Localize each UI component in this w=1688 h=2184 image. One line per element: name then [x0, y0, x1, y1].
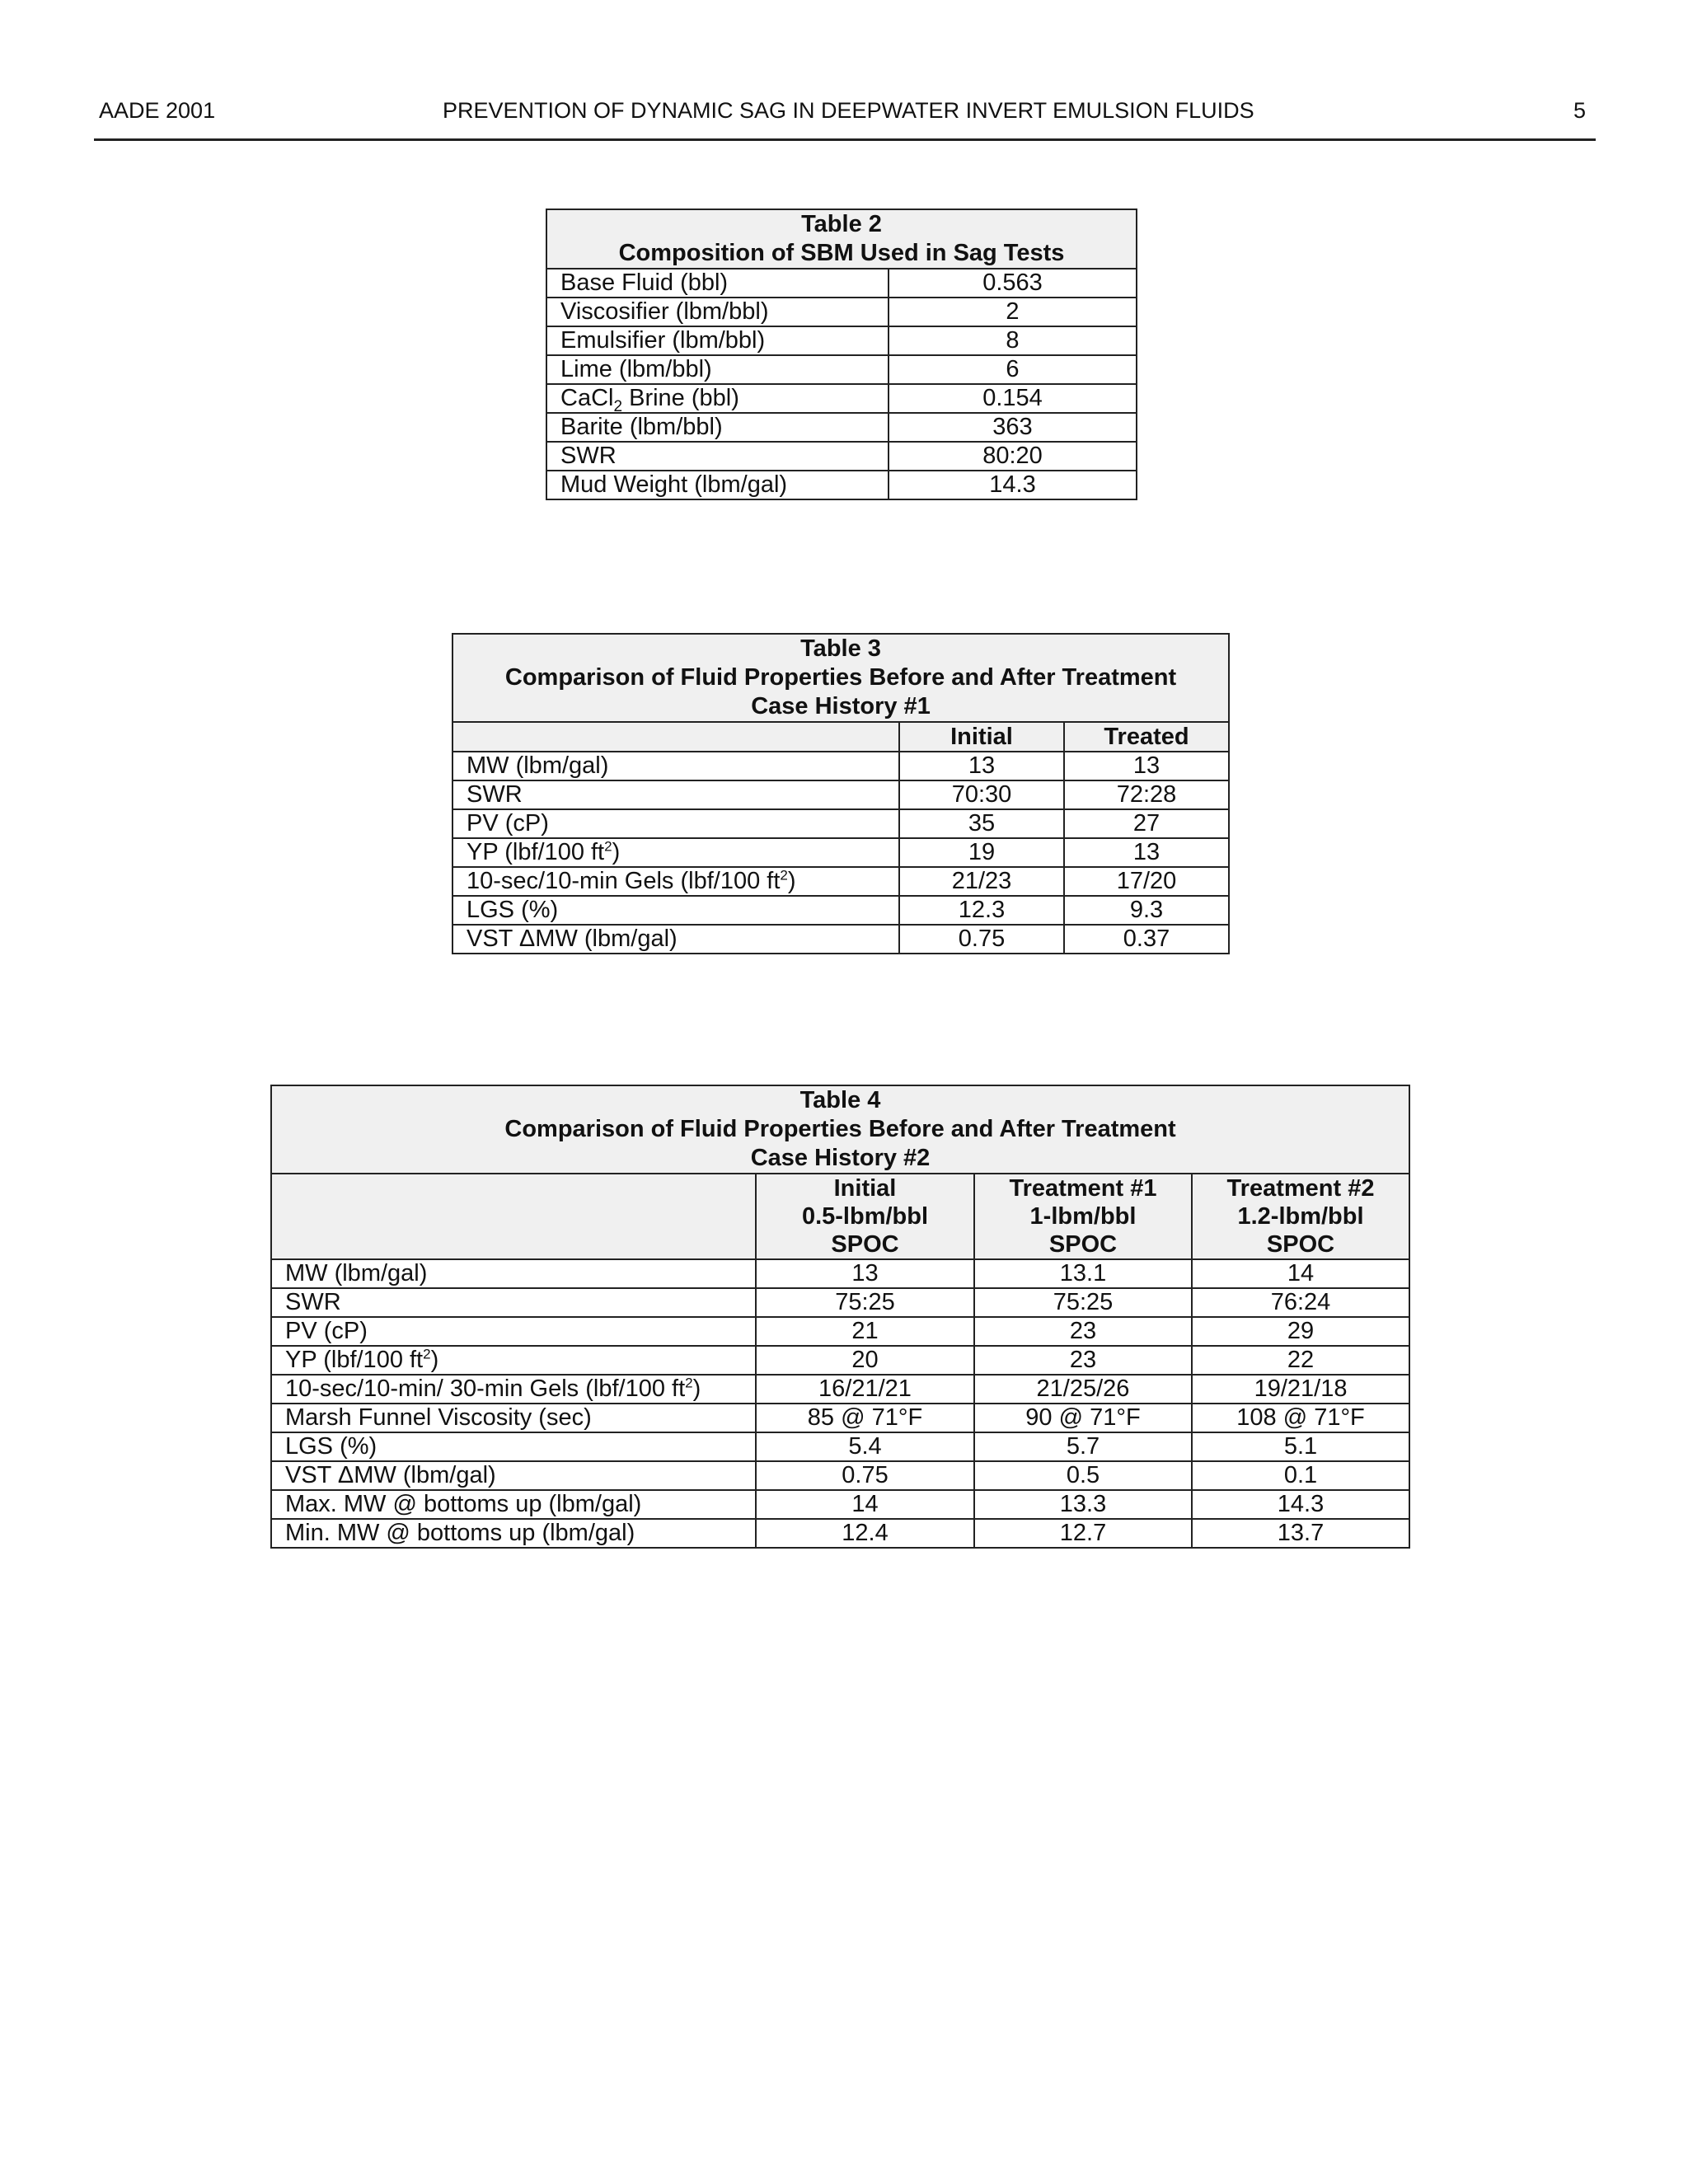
running-title: PREVENTION OF DYNAMIC SAG IN DEEPWATER INVERT EMULSION FLUIDS: [443, 98, 1254, 123]
cell-value: 75:25: [756, 1288, 974, 1317]
cell-value: 13: [899, 752, 1064, 780]
row-value: 0.563: [889, 269, 1137, 298]
table-caption: [271, 1085, 1409, 1174]
cell-value: 27: [1064, 809, 1229, 838]
empty-header-cell: [452, 722, 899, 752]
header-line: Treatment #2: [1226, 1175, 1375, 1202]
row-label: Min. MW @ bottoms up (lbm/gal): [271, 1519, 756, 1548]
row-label: PV (cP): [452, 809, 899, 838]
cell-value: 13: [756, 1259, 974, 1288]
table-row: [271, 1346, 1409, 1375]
header-line: Initial: [833, 1175, 897, 1202]
cell-value: 0.1: [1192, 1461, 1409, 1490]
cell-value: 20: [756, 1346, 974, 1375]
page-header: [94, 94, 1596, 127]
row-label: VST ΔMW (lbm/gal): [452, 925, 899, 954]
table-subtitle: Case History #1: [751, 693, 931, 719]
cell-value: 0.75: [756, 1461, 974, 1490]
table-row: [271, 1404, 1409, 1432]
row-value: 8: [889, 326, 1137, 355]
table-row: [546, 326, 1137, 355]
label-text: 10-sec/10-min/ 30-min Gels (lbf/100 ft: [285, 1376, 686, 1402]
table-row: [452, 925, 1229, 954]
table-row: [271, 1288, 1409, 1317]
table-row: [271, 1519, 1409, 1548]
header-line: SPOC: [831, 1231, 899, 1258]
cell-value: 90 @ 71°F: [974, 1404, 1192, 1432]
row-label: Base Fluid (bbl): [546, 269, 889, 298]
table-row: [271, 1432, 1409, 1461]
header-line: SPOC: [1266, 1231, 1335, 1258]
row-label: SWR: [546, 442, 889, 471]
table-3: [452, 633, 1230, 954]
cell-value: 0.75: [899, 925, 1064, 954]
table-row: [271, 1259, 1409, 1288]
column-header: Initial: [899, 722, 1064, 752]
cell-value: 75:25: [974, 1288, 1192, 1317]
row-value: 363: [889, 413, 1137, 442]
column-header-row: [271, 1174, 1409, 1259]
row-label: Max. MW @ bottoms up (lbm/gal): [271, 1490, 756, 1519]
cell-value: 29: [1192, 1317, 1409, 1346]
cell-value: 13.3: [974, 1490, 1192, 1519]
cell-value: 76:24: [1192, 1288, 1409, 1317]
superscript: 2: [423, 1346, 431, 1362]
row-label: Lime (lbm/bbl): [546, 355, 889, 384]
header-line: 0.5-lbm/bbl: [801, 1203, 929, 1230]
row-label: [452, 867, 899, 896]
table-row: [452, 752, 1229, 780]
label-text: ): [692, 1376, 701, 1402]
row-label: VST ΔMW (lbm/gal): [271, 1461, 756, 1490]
superscript: 2: [685, 1375, 693, 1391]
header-line: SPOC: [1048, 1231, 1118, 1258]
cell-value: 35: [899, 809, 1064, 838]
table-subtitle: Case History #2: [750, 1145, 931, 1171]
cell-value: 19/21/18: [1192, 1375, 1409, 1404]
cell-value: 0.5: [974, 1461, 1192, 1490]
cell-value: 16/21/21: [756, 1375, 974, 1404]
table-title: Comparison of Fluid Properties Before and After Treatment: [504, 664, 1177, 691]
header-line: 1-lbm/bbl: [1029, 1203, 1137, 1230]
row-label: Barite (lbm/bbl): [546, 413, 889, 442]
cell-value: 5.4: [756, 1432, 974, 1461]
subscript: 2: [613, 397, 623, 415]
row-label: [271, 1346, 756, 1375]
row-label: [546, 384, 889, 413]
cell-value: 23: [974, 1317, 1192, 1346]
cell-value: 70:30: [899, 780, 1064, 809]
label-text: ): [787, 868, 796, 894]
label-text: YP (lbf/100 ft: [285, 1347, 424, 1373]
cell-value: 0.37: [1064, 925, 1229, 954]
cell-value: 23: [974, 1346, 1192, 1375]
cell-value: 17/20: [1064, 867, 1229, 896]
table-caption: [452, 634, 1229, 722]
row-label: [452, 838, 899, 867]
table-row: [452, 838, 1229, 867]
header-rule: [94, 138, 1596, 141]
cell-value: 21/23: [899, 867, 1064, 896]
row-value: 14.3: [889, 471, 1137, 499]
row-label: MW (lbm/gal): [271, 1259, 756, 1288]
cell-value: 5.1: [1192, 1432, 1409, 1461]
empty-header-cell: [271, 1174, 756, 1259]
column-header: [756, 1174, 974, 1259]
table-row: [271, 1490, 1409, 1519]
cell-value: 12.7: [974, 1519, 1192, 1548]
cell-value: 12.4: [756, 1519, 974, 1548]
header-line: Treatment #1: [1009, 1175, 1157, 1202]
cell-value: 14.3: [1192, 1490, 1409, 1519]
table-row: [546, 442, 1137, 471]
label-text: ): [612, 839, 621, 865]
cell-value: 21: [756, 1317, 974, 1346]
cell-value: 14: [1192, 1259, 1409, 1288]
cell-value: 108 @ 71°F: [1192, 1404, 1409, 1432]
row-label: LGS (%): [452, 896, 899, 925]
table-row: [546, 413, 1137, 442]
table-row: [546, 269, 1137, 298]
superscript: 2: [780, 867, 788, 883]
cell-value: 13.1: [974, 1259, 1192, 1288]
table-title: Composition of SBM Used in Sag Tests: [618, 240, 1065, 266]
table-caption-row: [546, 209, 1137, 269]
label-text: ): [430, 1347, 439, 1373]
row-label: Emulsifier (lbm/bbl): [546, 326, 889, 355]
table-row: [271, 1317, 1409, 1346]
row-value: 2: [889, 298, 1137, 326]
table-4: [270, 1085, 1410, 1549]
row-value: 6: [889, 355, 1137, 384]
conference-label: AADE 2001: [99, 98, 216, 123]
table-row: [546, 471, 1137, 499]
table-row: [271, 1375, 1409, 1404]
superscript: 2: [604, 838, 612, 855]
table-row: [546, 298, 1137, 326]
table-row: [546, 355, 1137, 384]
table-row: [452, 867, 1229, 896]
table-number: Table 3: [800, 635, 881, 662]
column-header: [974, 1174, 1192, 1259]
cell-value: 13: [1064, 838, 1229, 867]
column-header: Treated: [1064, 722, 1229, 752]
table-2: [546, 209, 1137, 500]
cell-value: 21/25/26: [974, 1375, 1192, 1404]
table-number: Table 4: [799, 1087, 881, 1113]
cell-value: 13.7: [1192, 1519, 1409, 1548]
table-row: [546, 384, 1137, 413]
row-label: Viscosifier (lbm/bbl): [546, 298, 889, 326]
row-label: LGS (%): [271, 1432, 756, 1461]
label-text: YP (lbf/100 ft: [467, 839, 605, 865]
column-header-row: [452, 722, 1229, 752]
table-caption-row: [452, 634, 1229, 722]
cell-value: 22: [1192, 1346, 1409, 1375]
table-row: [271, 1461, 1409, 1490]
cell-value: 85 @ 71°F: [756, 1404, 974, 1432]
header-line: 1.2-lbm/bbl: [1237, 1203, 1364, 1230]
cell-value: 12.3: [899, 896, 1064, 925]
row-label: Mud Weight (lbm/gal): [546, 471, 889, 499]
row-label: PV (cP): [271, 1317, 756, 1346]
table-row: [452, 780, 1229, 809]
table-row: [452, 896, 1229, 925]
row-value: 0.154: [889, 384, 1137, 413]
row-value: 80:20: [889, 442, 1137, 471]
cell-value: 9.3: [1064, 896, 1229, 925]
page-number: 5: [1573, 98, 1586, 123]
cell-value: 14: [756, 1490, 974, 1519]
row-label: [271, 1375, 756, 1404]
table-row: [452, 809, 1229, 838]
label-text: Brine (bbl): [622, 385, 739, 411]
cell-value: 13: [1064, 752, 1229, 780]
row-label: Marsh Funnel Viscosity (sec): [271, 1404, 756, 1432]
row-label: SWR: [271, 1288, 756, 1317]
row-label: SWR: [452, 780, 899, 809]
table-caption-row: [271, 1085, 1409, 1174]
cell-value: 5.7: [974, 1432, 1192, 1461]
label-text: CaCl: [560, 385, 614, 411]
cell-value: 72:28: [1064, 780, 1229, 809]
cell-value: 19: [899, 838, 1064, 867]
table-title: Comparison of Fluid Properties Before and After Treatment: [504, 1116, 1176, 1142]
label-text: 10-sec/10-min Gels (lbf/100 ft: [467, 868, 781, 894]
row-label: MW (lbm/gal): [452, 752, 899, 780]
column-header: [1192, 1174, 1409, 1259]
table-caption: [546, 209, 1137, 269]
table-number: Table 2: [801, 211, 882, 237]
